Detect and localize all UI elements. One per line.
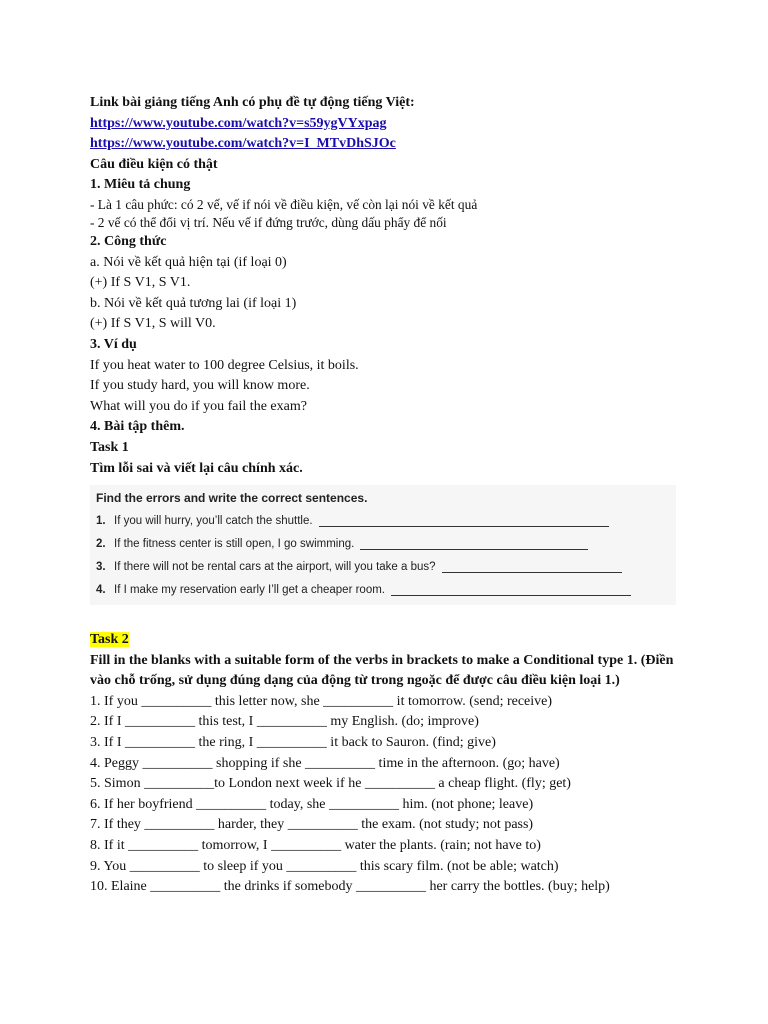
- exercise-item: 3. If there will not be rental cars at the airport, will you take a bus?: [96, 561, 622, 573]
- answer-blank-line: [319, 516, 609, 527]
- exercise-image-title: Find the errors and write the correct sentences.: [96, 491, 368, 506]
- answer-blank-line: [442, 562, 622, 573]
- task-2-item: 2. If I __________ this test, I __________ my English. (do; improve): [90, 714, 479, 730]
- section-2-heading: 2. Công thức: [90, 233, 167, 249]
- exercise-item: 1. If you will hurry, you’ll catch the shuttle.: [96, 515, 609, 527]
- section-2-line: b. Nói về kết quả tương lai (if loại 1): [90, 295, 297, 311]
- section-4-heading: 4. Bài tập thêm.: [90, 419, 185, 435]
- exercise-item: 4. If I make my reservation early I’ll get a cheaper room.: [96, 584, 631, 596]
- example-sentence: If you heat water to 100 degree Celsius, it boils.: [90, 357, 359, 373]
- section-3-heading: 3. Ví dụ: [90, 336, 137, 352]
- answer-blank-line: [360, 539, 588, 550]
- link-title: Link bài giảng tiếng Anh có phụ đề tự động tiếng Việt:: [90, 95, 415, 110]
- document-page: [90, 93, 690, 898]
- task-2-item: 8. If it __________ tomorrow, I __________ water the plants. (rain; not have to): [90, 838, 541, 854]
- task-2-item: 9. You __________ to sleep if you __________ this scary film. (not be able; watch): [90, 858, 559, 874]
- task-2-title: Task 2: [90, 632, 129, 648]
- section-2-line: (+) If S V1, S V1.: [90, 275, 191, 291]
- task-2-item: 5. Simon __________to London next week if he __________ a cheap flight. (fly; get): [90, 776, 571, 792]
- section-2-line: a. Nói về kết quả hiện tại (if loại 0): [90, 254, 287, 270]
- youtube-link-1[interactable]: https://www.youtube.com/watch?v=s59ygVYxpag: [90, 115, 387, 131]
- task-1-exercise-image: [90, 485, 676, 605]
- youtube-link-2[interactable]: https://www.youtube.com/watch?v=I_MTvDhSJOc: [90, 136, 396, 152]
- task-2-item: 6. If her boyfriend __________ today, she __________ him. (not phone; leave): [90, 796, 534, 812]
- section-1-heading: 1. Miêu tả chung: [90, 177, 191, 193]
- task-2-item: 4. Peggy __________ shopping if she __________ time in the afternoon. (go; have): [90, 755, 560, 771]
- task-1-instruction: Tìm lỗi sai và viết lại câu chính xác.: [90, 460, 303, 476]
- task-2-item: 3. If I __________ the ring, I __________ it back to Sauron. (find; give): [90, 735, 496, 751]
- task-2-instruction: Fill in the blanks with a suitable form of the verbs in brackets to make a Conditional type 1. (Điền vào chỗ trống, sử dụng đúng dạng của động từ trong ngoặc để được câu điều kiện loại 1.): [90, 652, 674, 689]
- task-1-title: Task 1: [90, 439, 129, 455]
- exercise-item: 2. If the fitness center is still open, I go swimming.: [96, 538, 588, 550]
- task-2-item: 10. Elaine __________ the drinks if somebody __________ her carry the bottles. (buy; help): [90, 879, 610, 895]
- section-2-line: (+) If S V1, S will V0.: [90, 316, 216, 332]
- task-2-item: 7. If they __________ harder, they __________ the exam. (not study; not pass): [90, 817, 534, 833]
- example-sentence: What will you do if you fail the exam?: [90, 398, 307, 414]
- answer-blank-line: [391, 585, 631, 596]
- topic-title: Câu điều kiện có thật: [90, 156, 218, 172]
- section-1-line: - Là 1 câu phức: có 2 vế, vế if nói về điều kiện, vế còn lại nói về kết quả: [90, 196, 478, 212]
- example-sentence: If you study hard, you will know more.: [90, 378, 310, 394]
- task-2-item: 1. If you __________ this letter now, she __________ it tomorrow. (send; receive): [90, 693, 553, 709]
- section-1-line: - 2 vế có thể đổi vị trí. Nếu vế if đứng trước, dùng dấu phẩy để nối: [90, 214, 447, 230]
